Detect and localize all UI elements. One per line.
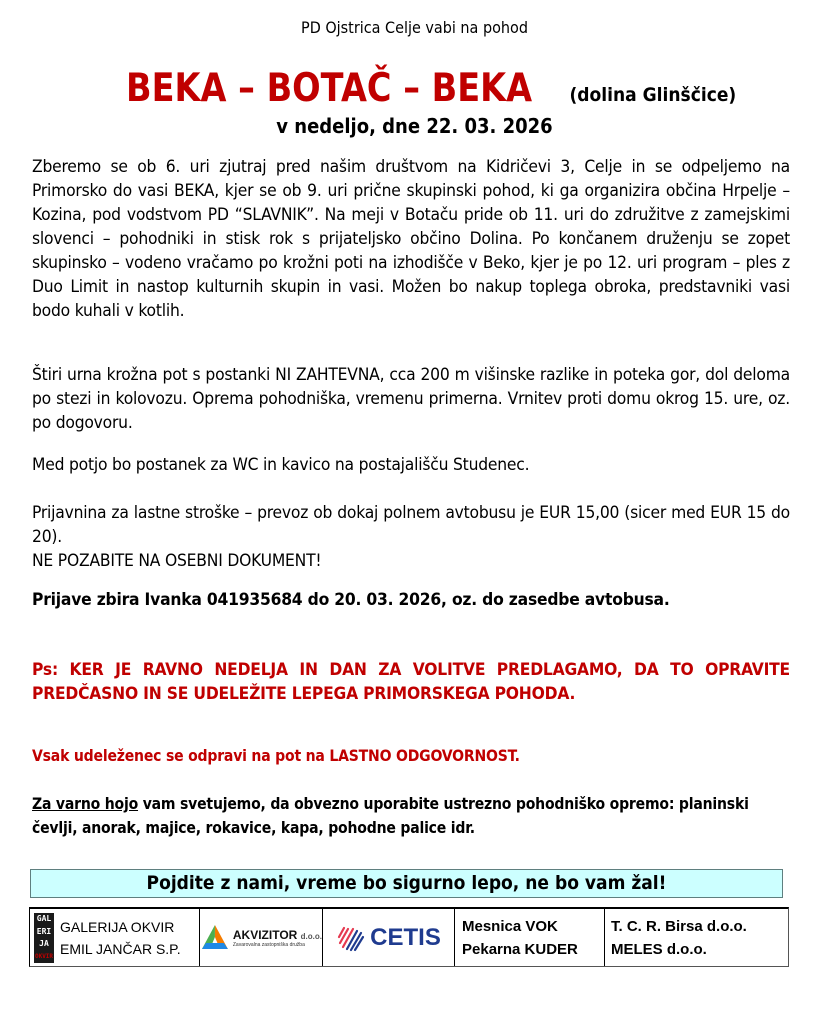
equipment-text: vam svetujemo, da obvezno uporabite ustrezno pohodniško opremo: planinski čevlji, anorak, majice, rokavice, kapa, pohodne palice idr. [32,795,749,837]
event-title-subtitle: (dolina Glinščice) [569,84,737,106]
event-title [0,66,829,111]
sponsor-pekarna-kuder: Pekarna KUDER [462,940,578,958]
event-title-main: BEKA – BOTAČ – BEKA [125,66,532,111]
galerija-line2: EMIL JANČAR S.P. [60,940,181,957]
sponsor-meles: MELES d.o.o. [611,940,707,958]
slogan-banner: Pojdite z nami, vreme bo sigurno lepo, ne bo vam žal! [30,869,783,898]
akvizitor-name-text: AKVIZITOR [232,927,298,942]
sponsor-mesnica-vok: Mesnica VOK [462,917,558,935]
akvizitor-tagline: Zavarovalna zastopniška družba [232,941,305,948]
sponsor-column-vok-kuder [455,909,605,966]
galerija-logo-icon [34,913,54,963]
akvizitor-triangle-icon [200,923,230,953]
sponsor-akvizitor [200,909,323,966]
paragraph-fee [32,501,790,573]
logo-letters: JA [39,939,49,949]
logo-letters: GAL [36,914,52,924]
intro-text: PD Ojstrica Celje vabi na pohod [301,18,528,37]
sponsor-tcr-birsa: T. C. R. Birsa d.o.o. [611,917,747,935]
paragraph-responsibility: Vsak udeleženec se odpravi na pot na LASTNO ODGOVORNOST. [32,747,520,765]
document-reminder: NE POZABITE NA OSEBNI DOKUMENT! [32,551,322,571]
paragraph-registration: Prijave zbira Ivanka 041935684 do 20. 03. 2026, oz. do zasedbe avtobusa. [32,590,670,610]
cetis-stripes-icon [336,923,366,953]
sponsors-table [29,907,789,967]
paragraph-route: Štiri urna krožna pot s postanki NI ZAHTEVNA, cca 200 m višinske razlike in poteka gor, dol deloma po stezi in kolovozu. Oprema pohodniška, vremenu primerna. Vrnitev proti domu okrog 15. ure, oz. po dogovoru. [32,365,790,433]
fee-text: Prijavnina za lastne stroške – prevoz ob dokaj polnem avtobusu je EUR 15,00 (sicer med EUR 15 do 20). [32,503,790,547]
paragraph-equipment [32,792,790,840]
galerija-line1: GALERIJA OKVIR [60,918,175,935]
sponsor-cetis [323,909,455,966]
equipment-underlined: Za varno hojo [32,795,139,813]
sponsor-galerija-okvir [30,909,200,966]
akvizitor-suffix: d.o.o. [300,931,322,941]
paragraph-stop: Med potjo bo postanek za WC in kavico na postajališču Studenec. [32,455,530,475]
logo-letters: OKVIR [34,952,54,960]
event-date: v nedeljo, dne 22. 03. 2026 [276,114,553,138]
paragraph-ps-notice: Ps: KER JE RAVNO NEDELJA IN DAN ZA VOLITVE PREDLAGAMO, DA TO OPRAVITE PREDČASNO IN SE UDELEŽITE LEPEGA PRIMORSKEGA POHODA. [32,660,790,704]
akvizitor-name [233,928,322,942]
paragraph-program: Zberemo se ob 6. uri zjutraj pred našim društvom na Kidričevi 3, Celje in se odpeljemo na Primorsko do vasi BEKA, kjer se ob 9. uri prične skupinski pohod, ki ga organizira občina Hrpelje – Kozina, pod vodstvom PD “SLAVNIK”. Na meji v Botaču pride ob 11. uri do združitve z zamejskimi slovenci – pohodniki in stisk rok s prijateljsko občino Dolina. Po končanem druženju se zopet skupinsko – vodeno vračamo po krožni poti na izhodišče v Beko, kjer je po 12. uri program – ples z Duo Limit in nastop kulturnih skupin in vasi. Možen bo nakup toplega obroka, predstavniki vasi bodo kuhali v kotlih. [32,157,790,321]
cetis-name: CETIS [370,923,441,951]
sponsor-column-birsa-meles [605,909,788,966]
logo-letters: ERI [36,926,52,936]
